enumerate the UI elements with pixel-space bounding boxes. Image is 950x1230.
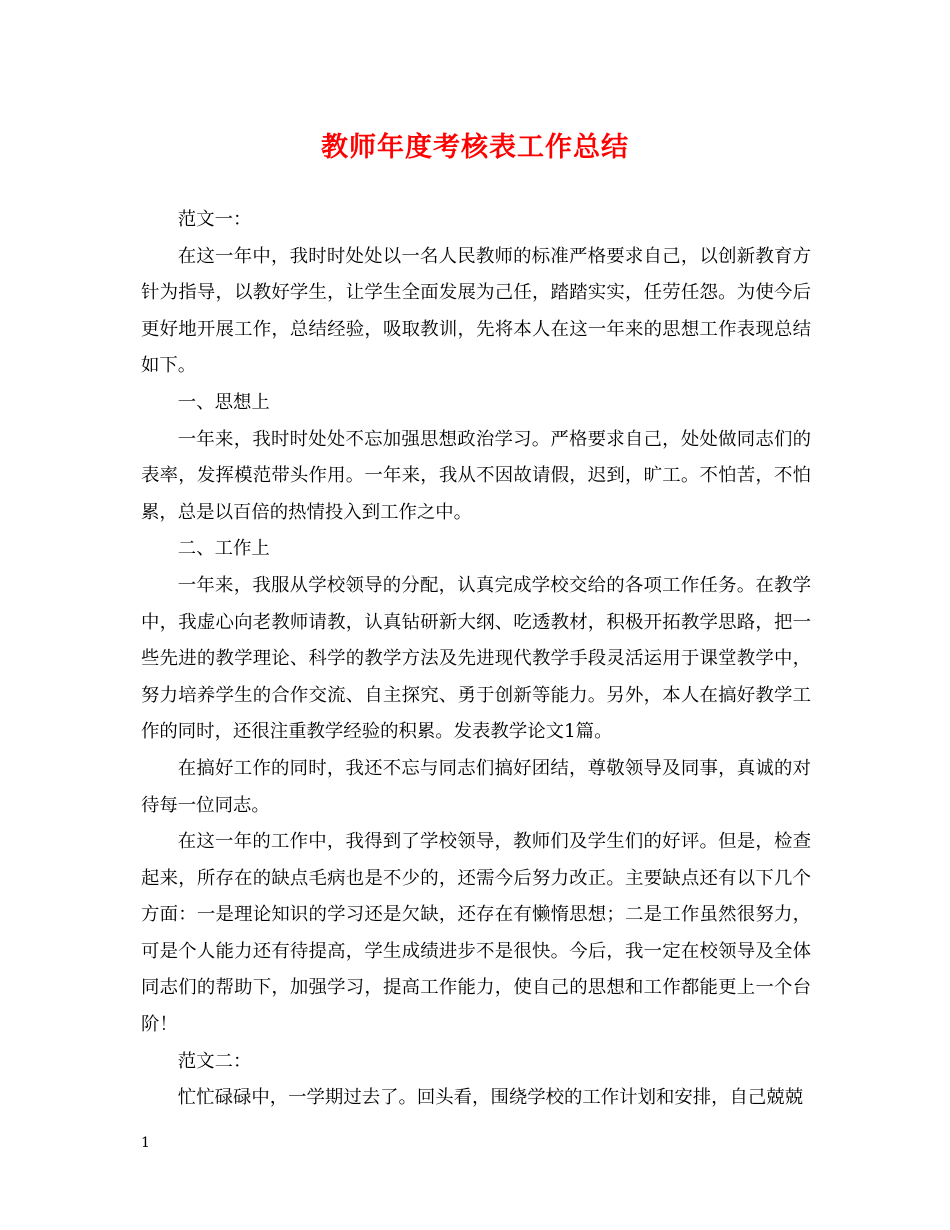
paragraph-ideology: 一年来，我时时处处不忘加强思想政治学习。严格要求自己，处处做同志们的表率，发挥模范带头作用。一年来，我从不因故请假，迟到，旷工。不怕苦，不怕累，总是以百倍的热情投入到工作之中。 — [141, 428, 811, 523]
paragraph-section-ideology: 一、思想上 — [177, 391, 270, 413]
paragraph-section-work: 二、工作上 — [177, 538, 270, 560]
document-body — [141, 202, 811, 1117]
paragraph-sample-2-start: 忙忙碌碌中，一学期过去了。回头看，围绕学校的工作计划和安排，自己兢兢 — [177, 1087, 804, 1109]
paragraph-intro: 在这一年中，我时时处处以一名人民教师的标准严格要求自己，以创新教育方针为指导，以教好学生，让学生全面发展为己任，踏踏实实，任劳任怨。为使今后更好地开展工作，总结经验，吸取教训，先将本人在这一年来的思想工作表现总结如下。 — [141, 245, 811, 377]
document-title: 教师年度考核表工作总结 — [321, 132, 629, 163]
paragraph-heading-sample-2: 范文二： — [177, 1050, 252, 1072]
paragraph-summary: 在这一年的工作中，我得到了学校领导，教师们及学生们的好评。但是，检查起来，所存在的缺点毛病也是不少的，还需今后努力改正。主要缺点还有以下几个方面：一是理论知识的学习还是欠缺，还存在有懒惰思想；二是工作虽然很努力，可是个人能力还有待提高，学生成绩进步不是很快。今后，我一定在校领导及全体同志们的帮助下，加强学习，提高工作能力，使自己的思想和工作都能更上一个台阶！ — [141, 831, 811, 1036]
paragraph-work: 一年来，我服从学校领导的分配，认真完成学校交给的各项工作任务。在教学中，我虚心向老教师请教，认真钻研新大纲、吃透教材，积极开拓教学思路，把一些先进的教学理论、科学的教学方法及先进现代教学手段灵活运用于课堂教学中，努力培养学生的合作交流、自主探究、勇于创新等能力。另外，本人在搞好教学工作的同时，还很注重教学经验的积累。发表教学论文1篇。 — [141, 574, 811, 743]
page-number: 1 — [141, 1135, 150, 1151]
paragraph-heading-sample-1: 范文一： — [177, 209, 252, 230]
paragraph-unity: 在搞好工作的同时，我还不忘与同志们搞好团结，尊敬领导及同事，真诚的对待每一位同志。 — [141, 757, 811, 816]
